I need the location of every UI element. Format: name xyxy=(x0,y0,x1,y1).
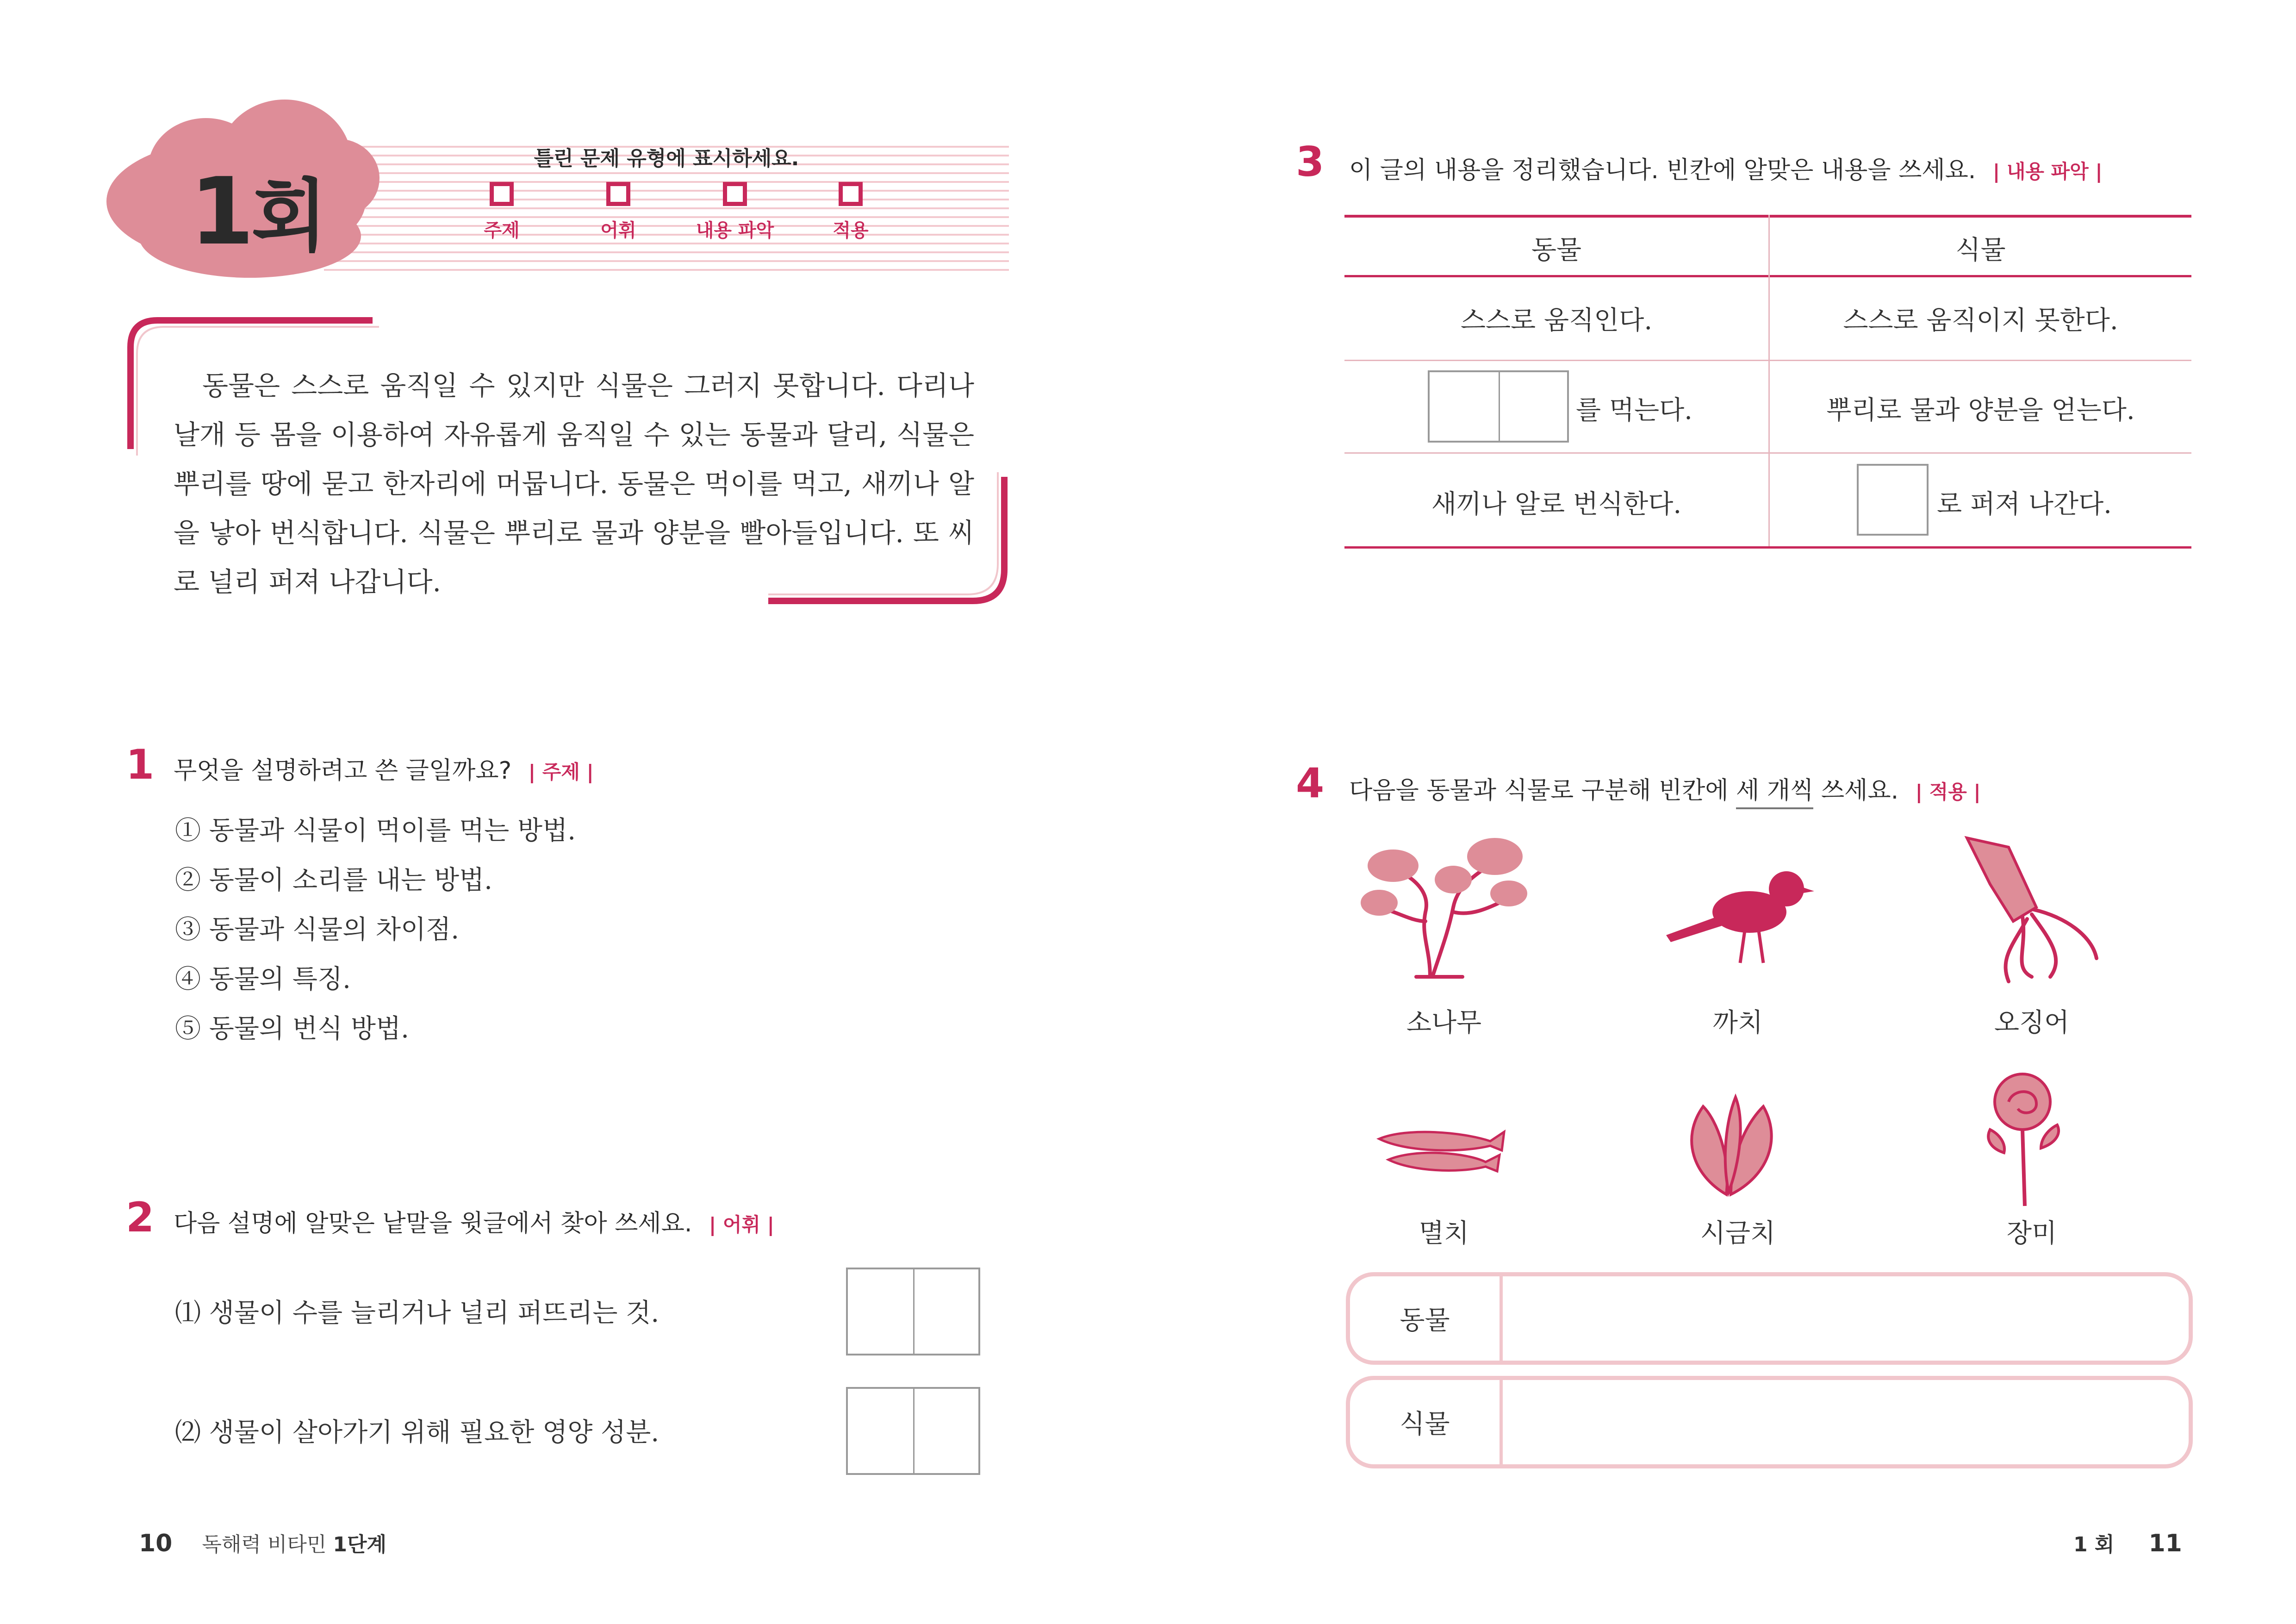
q2-item-2: ⑵ 생물이 살아가기 위해 필요한 영양 성분. xyxy=(175,1418,660,1448)
item-rose: 장미 xyxy=(2006,1218,2057,1249)
q2-number: 2 xyxy=(126,1193,155,1241)
check-instruction: 틀린 문제 유형에 표시하세요. xyxy=(534,147,799,170)
left-footer xyxy=(139,1528,386,1557)
q1-question: 무엇을 설명하려고 쓴 글일까요? xyxy=(174,757,512,785)
squid-icon xyxy=(1958,829,2110,986)
check-label-comprehension: 내용 파악 xyxy=(696,220,774,241)
magpie-icon xyxy=(1661,847,1814,981)
item-spinach: 시금치 xyxy=(1700,1218,1776,1249)
q4-text xyxy=(1349,771,1981,806)
book-title: 독해력 비타민 xyxy=(202,1533,327,1556)
passage-text: 동물은 스스로 움직일 수 있지만 식물은 그러지 못합니다. 다리나 날개 등 몸을 이용하여 자유롭게 움직일 수 있는 동물과 달리, 식물은 뿌리를 땅에 묻고 한자리에 머뭅니다. 동물은 먹이를 먹고, 새끼나 알을 낳아 번식합니다. 식물은 뿌리로 물과 양분을 빨아들입니다. 또 씨로 널리 퍼져 나갑니다. xyxy=(174,370,974,598)
right-footer xyxy=(2073,1528,2182,1557)
q1-text xyxy=(174,751,594,786)
q1-choice-3[interactable]: ③ 동물과 식물의 차이점. xyxy=(175,915,460,945)
q1-number: 1 xyxy=(126,741,155,788)
checkbox-vocabulary[interactable] xyxy=(606,182,630,206)
q2-question: 다음 설명에 알맞은 낱말을 윗글에서 찾아 쓰세요. xyxy=(174,1210,692,1237)
answer-row-plant[interactable] xyxy=(1346,1376,2193,1468)
q4-text-underlined: 세 개씩 xyxy=(1736,777,1813,809)
q3-blank-food[interactable] xyxy=(1428,370,1569,443)
q4-tag: | 적용 | xyxy=(1915,781,1981,803)
q4-text-before: 다음을 동물과 식물로 구분해 빈칸에 xyxy=(1349,777,1736,805)
right-round: 1 회 xyxy=(2073,1533,2115,1556)
rose-icon xyxy=(1972,1069,2073,1208)
q3-text xyxy=(1349,150,2103,185)
answer-label-animal: 동물 xyxy=(1350,1276,1503,1361)
q1-choice-1[interactable]: ① 동물과 식물이 먹이를 먹는 방법. xyxy=(175,816,576,846)
spinach-icon xyxy=(1675,1093,1786,1199)
checkbox-topic[interactable] xyxy=(490,182,514,206)
q3-row1-plant: 스스로 움직이지 못한다. xyxy=(1843,306,2118,336)
round-suffix: 회 xyxy=(251,171,325,262)
checkbox-application[interactable] xyxy=(839,182,863,206)
q3-row3-plant: 로 퍼져 나간다. xyxy=(1937,489,2112,519)
q3-question: 이 글의 내용을 정리했습니다. 빈칸에 알맞은 내용을 쓰세요. xyxy=(1349,156,1976,184)
item-magpie: 까치 xyxy=(1712,1008,1763,1038)
answer-label-plant: 식물 xyxy=(1350,1380,1503,1464)
check-label-application: 적용 xyxy=(833,220,869,241)
q3-row3-animal: 새끼나 알로 번식한다. xyxy=(1431,489,1682,519)
q3-blank-seed[interactable] xyxy=(1857,464,1929,536)
q3-header-animal: 동물 xyxy=(1531,235,1582,265)
q3-row2-animal: 를 먹는다. xyxy=(1576,395,1692,425)
q4-number: 4 xyxy=(1296,759,1325,807)
q2-answer-box-1[interactable] xyxy=(846,1268,980,1355)
answer-row-animal[interactable] xyxy=(1346,1272,2193,1365)
item-anchovy: 멸치 xyxy=(1419,1218,1469,1249)
left-page-number: 10 xyxy=(139,1530,173,1557)
checkbox-comprehension[interactable] xyxy=(723,182,747,206)
q2-item-1: ⑴ 생물이 수를 늘리거나 널리 퍼뜨리는 것. xyxy=(175,1298,660,1328)
q1-choice-2[interactable]: ② 동물이 소리를 내는 방법. xyxy=(175,865,492,895)
pine-tree-icon xyxy=(1361,829,1527,986)
anchovy-icon xyxy=(1370,1120,1509,1181)
q3-tag: | 내용 파악 | xyxy=(1992,160,2103,183)
book-level: 1단계 xyxy=(333,1533,387,1556)
q2-tag: | 어휘 | xyxy=(709,1213,774,1236)
right-page-number: 11 xyxy=(2148,1530,2182,1557)
q1-choice-4[interactable]: ④ 동물의 특징. xyxy=(175,964,351,994)
check-label-topic: 주제 xyxy=(484,220,520,241)
round-title xyxy=(190,153,324,266)
q3-number: 3 xyxy=(1296,138,1325,186)
q3-row2-plant: 뿌리로 물과 양분을 얻는다. xyxy=(1826,395,2135,425)
q1-tag: | 주제 | xyxy=(528,761,594,783)
check-label-vocabulary: 어휘 xyxy=(600,220,636,241)
q2-answer-box-2[interactable] xyxy=(846,1387,980,1475)
item-squid: 오징어 xyxy=(1994,1008,2070,1038)
q3-row1-animal: 스스로 움직인다. xyxy=(1460,306,1653,336)
q1-choice-5[interactable]: ⑤ 동물의 번식 방법. xyxy=(175,1014,409,1044)
q2-text xyxy=(174,1204,774,1238)
q4-text-after: 쓰세요. xyxy=(1813,777,1899,805)
q3-header-plant: 식물 xyxy=(1955,235,2006,265)
round-number: 1 xyxy=(190,158,252,266)
item-pine-tree: 소나무 xyxy=(1406,1008,1482,1038)
